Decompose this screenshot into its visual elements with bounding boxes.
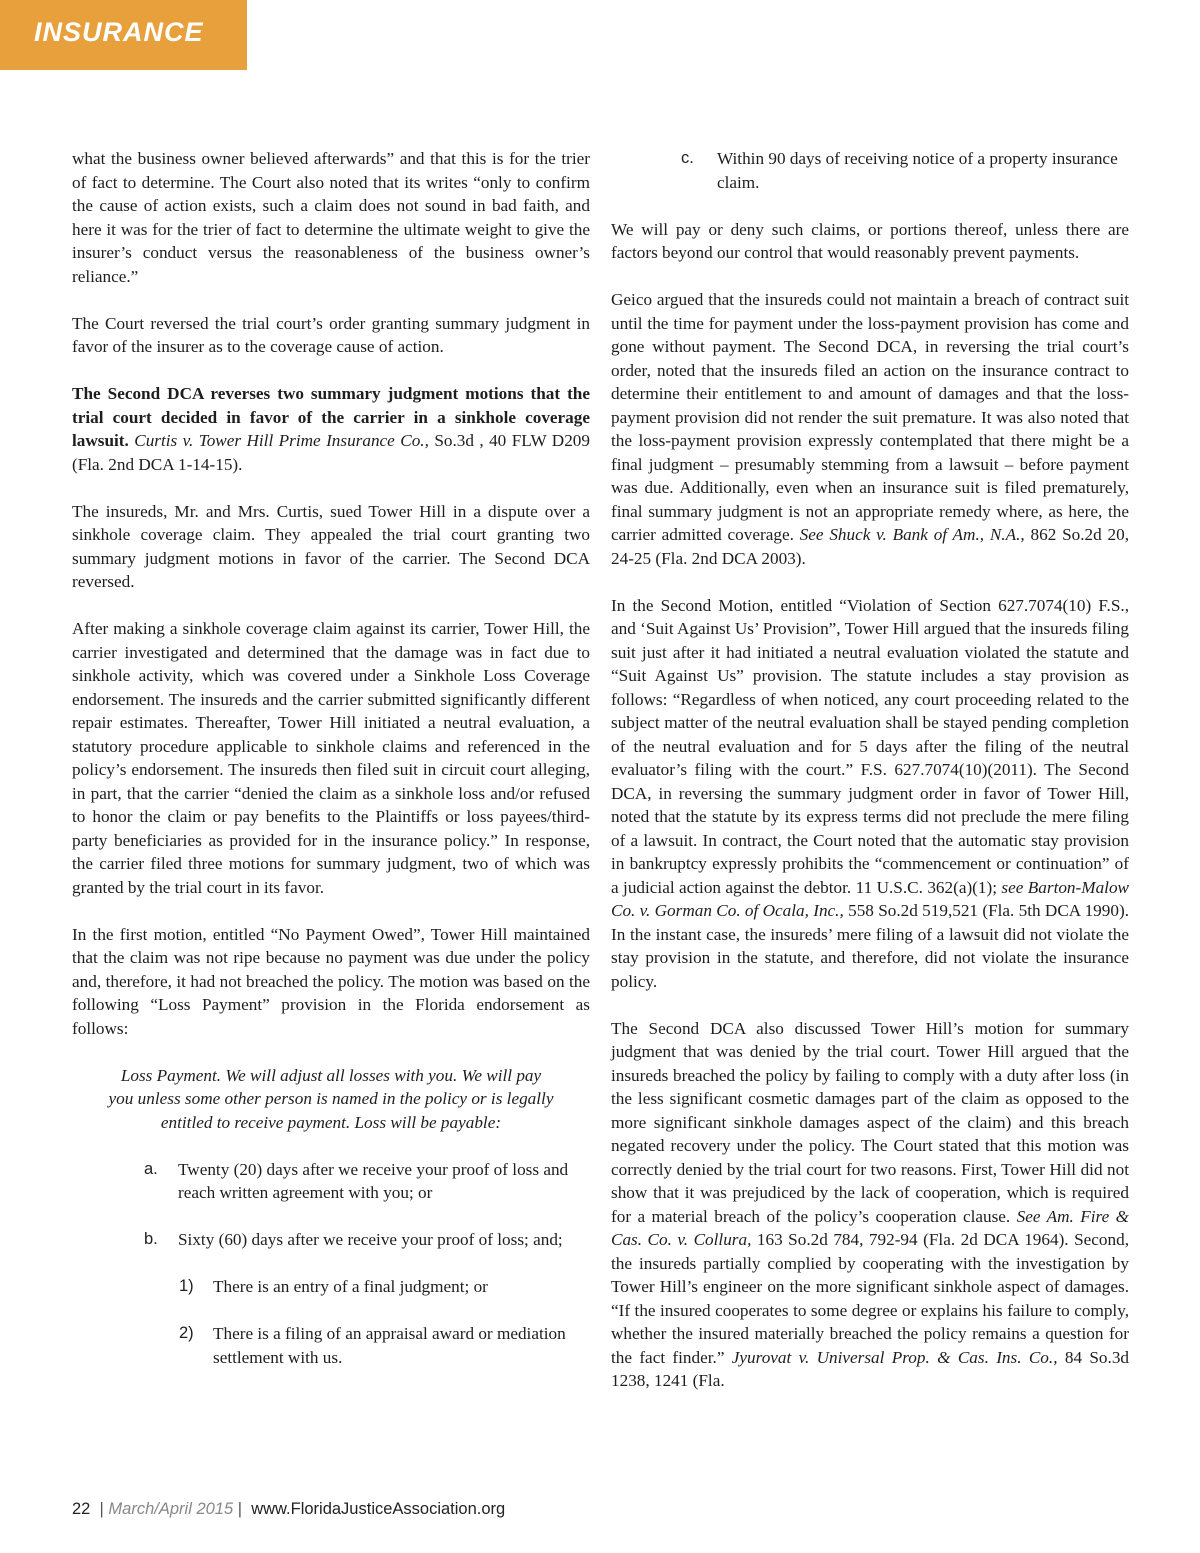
list-item-text: Sixty (60) days after we receive your proof of loss; and; — [178, 1230, 563, 1249]
text-run: In the Second Motion, entitled “Violation of Section 627.7074(10) F.S., and ‘Suit Against Us’ Provision”, Tower Hill argued that the insureds filing suit just after it had initiated a neutral evaluation violated the statute and “Suit Against Us” provision. The statute includes a stay provision as follows: “Regardless of when noticed, any court proceeding related to the subject matter of the neutral evaluation shall be stayed pending completion of the neutral evaluation and for 5 days after the filing of the neutral evaluator’s filing with the court.” F.S. 627.7074(10)(2011). The Second DCA, in reversing the summary judgment order in favor of Tower Hill, noted that the statute by its express terms did not preclude the mere filing of a lawsuit. In contract, the Court noted that the automatic stay provision in bankruptcy expressly prohibits the “commencement or continuation” of a judicial action against the debtor. 11 U.S.C. 362(a)(1); — [611, 595, 1129, 897]
list-item — [611, 147, 1129, 194]
paragraph — [611, 594, 1129, 994]
case-heading: The Second DCA reverses two summary judgment motions that the trial court decided in favor of the carrier in a sinkhole coverage lawsuit. — [72, 384, 590, 450]
list-item — [72, 1158, 590, 1205]
list-marker: 1) — [179, 1277, 194, 1295]
list-item-text: There is an entry of a final judgment; or — [213, 1277, 488, 1296]
list-item — [72, 1322, 590, 1369]
list-item-text: Within 90 days of receiving notice of a property insurance claim. — [717, 149, 1118, 192]
website-link[interactable]: www.FloridaJusticeAssociation.org — [251, 1500, 506, 1518]
paragraph: We will pay or deny such claims, or portions thereof, unless there are factors beyond our control that would reasonably prevent payments. — [611, 219, 1129, 262]
list-item — [72, 1275, 590, 1299]
case-heading-paragraph — [72, 382, 590, 476]
paragraph — [611, 288, 1129, 570]
citation-details: So.3d , 40 FLW D209 (Fla. 2nd DCA 1-14-15). — [72, 431, 590, 474]
list-marker: a. — [144, 1159, 158, 1178]
citation-details: 84 So.3d 1238, 1241 (Fla. — [611, 1347, 1130, 1390]
list-marker: b. — [144, 1230, 158, 1248]
case-citation: See Shuck v. Bank of Am., N.A., — [799, 525, 1025, 544]
section-tab — [0, 0, 247, 70]
page-number: 22 — [72, 1500, 91, 1518]
page-footer — [72, 1500, 505, 1519]
policy-quote: Loss Payment. We will adjust all losses with you. We will pay you unless some other person is named in the policy or is legally entitled to receive payment. Loss will be payable: — [108, 1065, 554, 1132]
paragraph: After making a sinkhole coverage claim against its carrier, Tower Hill, the carrier investigated and determined that the damage was in fact due to sinkhole activity, which was covered under a Sinkhole Loss Coverage endorsement. The insureds and the carrier submitted significantly different repair estimates. Thereafter, Tower Hill initiated a neutral evaluation, a statutory procedure applicable to sinkhole claims and referenced in the policy’s endorsement. The insureds then filed suit in circuit court alleging, in part, that the carrier “denied the claim as a sinkhole loss and/or refused to honor the claim or pay benefits to the Plaintiffs or loss payees/third-party beneficiaries as provided for in the insurance policy.” In response, the carrier filed three motions for summary judgment, two of which was granted by the trial court in its favor. — [72, 619, 590, 897]
list-marker: 2) — [179, 1324, 194, 1342]
right-column — [611, 147, 1129, 1416]
citation-details: 163 So.2d 784, 792-94 (Fla. 2d DCA 1964). Second, the insureds partially complied by cooperating with the investigation by Tower Hill’s engineer on the more significant sinkhole aspect of damages. “If the insured cooperates to some degree or explains his failure to comply, whether the insured materially breached the policy remains a question for the fact finder.” — [611, 1230, 1129, 1367]
section-tab-label: INSURANCE — [34, 17, 204, 47]
footer-separator: | — [233, 1500, 252, 1518]
list-item-text: There is a filing of an appraisal award or mediation settlement with us. — [213, 1324, 566, 1367]
paragraph — [611, 1017, 1129, 1393]
list-item — [72, 1228, 590, 1252]
text-run: Geico argued that the insureds could not maintain a breach of contract suit until the time for payment under the loss-payment provision has come and gone without payment. The Second DCA, in reversing the trial court’s order, noted that the insureds filed an action on the insurance contract to determine their entitlement to and amount of damages and that the loss-payment provision did not render the suit premature. It was also noted that the loss-payment provision expressly contemplated that there might be a final judgment – presumably stemming from a lawsuit – before payment was due. Additionally, even when an insurance suit is filed prematurely, final summary judgment is not an appropriate remedy where, as here, the carrier admitted coverage. — [611, 290, 1129, 544]
citation-details: 558 So.2d 519,521 (Fla. 5th DCA 1990). In the instant case, the insureds’ mere filing of a lawsuit did not violate the stay provision in the statute, and therefore, did not violate the insurance policy. — [611, 901, 1129, 991]
text-run: The Second DCA also discussed Tower Hill’s motion for summary judgment that was denied by the trial court. Tower Hill argued that the insureds breached the policy by failing to comply with a duty after loss (in the less significant cosmetic damages part of the claim as opposed to the more significant sinkhole damages aspect of the claim) and this breach negated recovery under the policy. The Court stated that this motion was correctly denied by the trial court for two reasons. First, Tower Hill did not show that it was prejudiced by the lack of cooperation, which is required for a material breach of the policy’s cooperation clause. — [611, 1018, 1129, 1226]
case-citation: Curtis v. Tower Hill Prime Insurance Co., — [134, 431, 429, 450]
left-column — [72, 147, 590, 1393]
case-citation: Jyurovat v. Universal Prop. & Cas. Ins. Co., — [731, 1347, 1058, 1367]
case-citation: See Am. Fire & Cas. Co. v. Collura, — [611, 1206, 1129, 1249]
paragraph: In the first motion, entitled “No Payment Owed”, Tower Hill maintained that the claim was not ripe because no payment was due under the policy and, therefore, it had not breached the policy. The motion was based on the following “Loss Payment” provision in the Florida endorsement as follows: — [72, 924, 590, 1038]
case-citation: see Barton-Malow Co. v. Gorman Co. of Ocala, Inc., — [611, 877, 1129, 920]
citation-details: 862 So.2d 20, 24-25 (Fla. 2nd DCA 2003). — [611, 525, 1129, 568]
list-marker: c. — [681, 149, 694, 167]
issue-date: March/April 2015 — [108, 1500, 234, 1518]
paragraph: The Court reversed the trial court’s order granting summary judgment in favor of the insurer as to the coverage cause of action. — [72, 313, 590, 356]
footer-separator: | — [94, 1500, 109, 1518]
paragraph: what the business owner believed afterwards” and that this is for the trier of fact to determine. The Court also noted that its writes “only to confirm the cause of action exists, such a claim does not sound in bad faith, and here it was for the trier of fact to determine the ultimate weight to give the insurer’s conduct versus the reasonableness of the business owner’s reliance.” — [72, 149, 590, 286]
list-item-text: Twenty (20) days after we receive your proof of loss and reach written agreement with you; or — [178, 1159, 569, 1202]
paragraph: The insureds, Mr. and Mrs. Curtis, sued Tower Hill in a dispute over a sinkhole coverage claim. They appealed the trial court granting two summary judgment motions in favor of the carrier. The Second DCA reversed. — [72, 501, 590, 591]
